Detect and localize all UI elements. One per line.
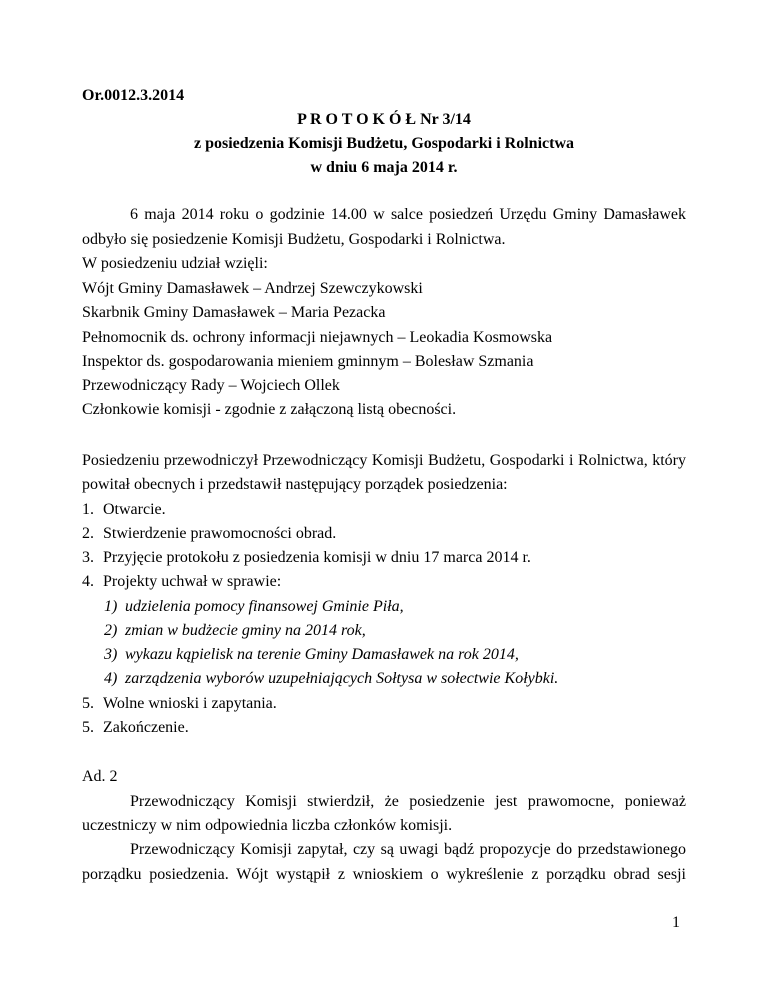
attendee-item: Przewodniczący Rady – Wojciech Ollek	[82, 377, 340, 394]
attendee-item: Pełnomocnik ds. ochrony informacji niejawnych – Leokadia Kosmowska	[82, 329, 553, 346]
section-heading-ad2: Ad. 2	[82, 768, 118, 785]
document-subtitle: z posiedzenia Komisji Budżetu, Gospodarki i Rolnictwa	[193, 135, 575, 152]
ad2-paragraph-1-line-2: uczestniczy w nim odpowiednia liczba członków komisji.	[82, 817, 453, 834]
document-reference: Or.0012.3.2014	[82, 87, 185, 104]
attendee-item: Członkowie komisji - zgodnie z załączoną listą obecności.	[82, 401, 457, 418]
ad2-paragraph-2-line-2: porządku posiedzenia. Wójt wystąpił z wnioskiem o wykreślenie z porządku obrad sesji	[82, 866, 686, 883]
sub-agenda-item: 3) wykazu kąpielisk na terenie Gminy Damasławek na rok 2014,	[104, 646, 519, 663]
chair-line-1: Posiedzeniu przewodniczył Przewodniczący Komisji Budżetu, Gospodarki i Rolnictwa, który	[82, 452, 686, 469]
attendee-item: Skarbnik Gminy Damasławek – Maria Pezacka	[82, 304, 386, 321]
document-date: w dniu 6 maja 2014 r.	[310, 159, 458, 176]
intro-line-2: odbyło się posiedzenie Komisji Budżetu, Gospodarki i Rolnictwa.	[82, 231, 506, 248]
chair-line-2: powitał obecnych i przedstawił następujący porządek posiedzenia:	[82, 476, 508, 493]
agenda-item: 1. Otwarcie.	[82, 501, 166, 518]
agenda-item: 5. Wolne wnioski i zapytania.	[82, 695, 277, 712]
sub-agenda-item: 4) zarządzenia wyborów uzupełniających Sołtysa w sołectwie Kołybki.	[104, 670, 559, 687]
agenda-item: 4. Projekty uchwał w sprawie:	[82, 573, 282, 590]
document-title: P R O T O K Ó Ł Nr 3/14	[297, 111, 471, 128]
intro-line-1: 6 maja 2014 roku o godzinie 14.00 w salce posiedzeń Urzędu Gminy Damasławek	[130, 206, 686, 223]
attendees-header: W posiedzeniu udział wzięli:	[82, 255, 268, 272]
agenda-item: 5. Zakończenie.	[82, 719, 189, 736]
sub-agenda-item: 2) zmian w budżecie gminy na 2014 rok,	[104, 622, 366, 639]
page-number: 1	[672, 914, 680, 931]
sub-agenda-item: 1) udzielenia pomocy finansowej Gminie Piła,	[104, 598, 404, 615]
attendee-item: Wójt Gminy Damasławek – Andrzej Szewczykowski	[82, 280, 423, 297]
agenda-item: 2. Stwierdzenie prawomocności obrad.	[82, 525, 337, 542]
attendee-item: Inspektor ds. gospodarowania mieniem gminnym – Bolesław Szmania	[82, 353, 534, 370]
agenda-item: 3. Przyjęcie protokołu z posiedzenia komisji w dniu 17 marca 2014 r.	[82, 549, 531, 566]
ad2-paragraph-2-line-1: Przewodniczący Komisji zapytał, czy są uwagi bądź propozycje do przedstawionego	[130, 841, 686, 858]
ad2-paragraph-1-line-1: Przewodniczący Komisji stwierdził, że posiedzenie jest prawomocne, ponieważ	[130, 793, 686, 810]
